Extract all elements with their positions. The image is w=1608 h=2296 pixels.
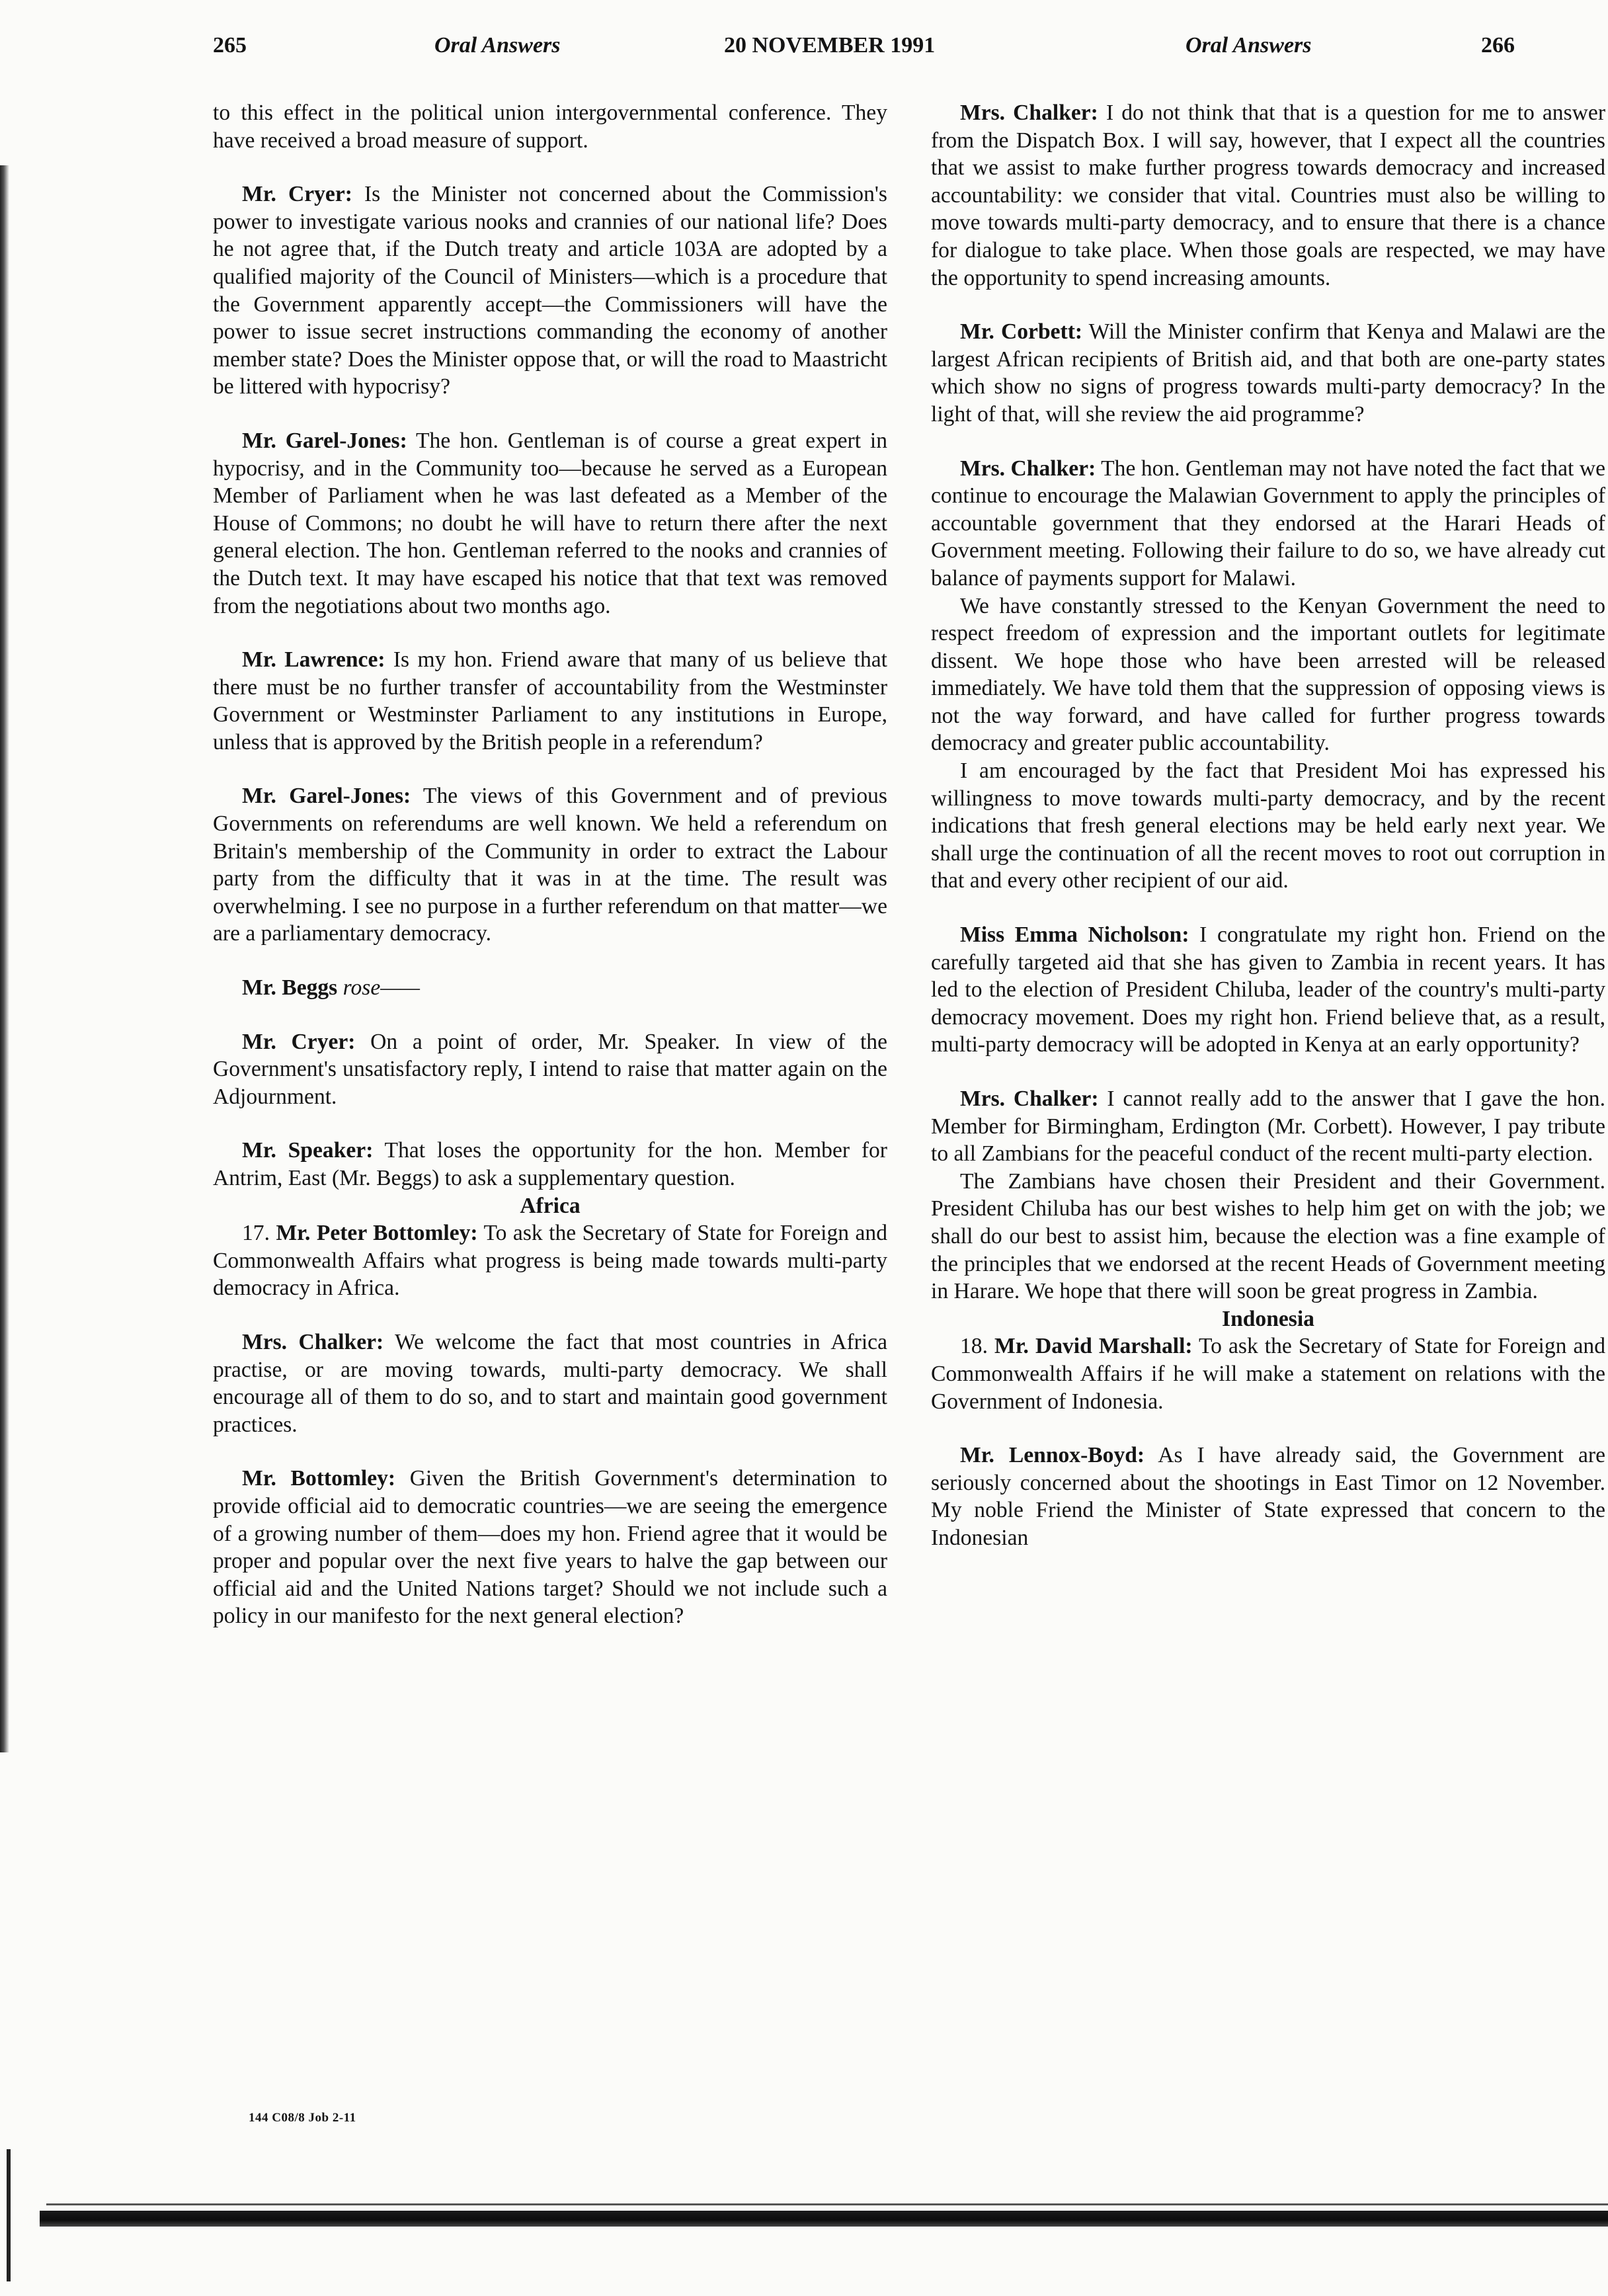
speaker-name: Mrs. Chalker: — [960, 101, 1098, 125]
paragraph: I am encouraged by the fact that President Moi has expressed his willingness to move towards multi-party democracy, and by the recent indications that fresh general elections may be held early next year. We shall urge the continuation of all the recent moves to root out corruption in that and every other recipient of our aid. — [931, 758, 1605, 893]
speech: Mr. Speaker: That loses the opportunity for the hon. Member for Antrim, East (Mr. Beggs) to ask a supplementary question. — [213, 1138, 887, 1190]
speech: Mr. Garel-Jones: The views of this Government and of previous Governments on referendums are well known. We held a referendum on Britain's membership of the Community in order to extract the Labour party from the difficulty that it was in at the time. The result was overwhelming. I see no purpose in a further referendum on that matter—we are a parliamentary democracy. — [213, 784, 887, 946]
speech: Miss Emma Nicholson: I congratulate my right hon. Friend on the carefully targeted aid that she has given to Zambia in recent years. It has led to the election of President Chiluba, leader of the country's multi-party democracy movement. Does my right hon. Friend believe that, as a result, multi-party democracy will be adopted in Kenya at an early opportunity? — [931, 922, 1606, 1057]
speaker-name: Mrs. Chalker: — [960, 456, 1096, 481]
speaker-name: Mr. Cryer: — [242, 182, 352, 207]
speaker-name: Mr. Lawrence: — [242, 647, 385, 673]
speaker-name: Mr. Cryer: — [242, 1029, 356, 1054]
speech: Mr. Cryer: Is the Minister not concerned about the Commission's power to investigate various nooks and crannies of our national life? Does he not agree that, if the Dutch treaty and article 103A are adopted by a qualified majority of the Council of Ministers—which is a procedure that the Government apparently accept—the Commissioners will have the power to issue secret instructions commanding the economy of another member state? Does the Minister oppose that, or will the road to Maastricht be littered with hypocrisy? — [213, 182, 887, 399]
speaker-name: Mr. Beggs — [242, 975, 338, 1001]
speaker-name: Mr. Speaker: — [242, 1138, 374, 1163]
speech: Mr. Cryer: On a point of order, Mr. Speaker. In view of the Government's unsatisfactory reply, I intend to raise that matter again on the Adjournment. — [213, 1029, 887, 1109]
speech: Mr. Lawrence: Is my hon. Friend aware that many of us believe that there must be no further transfer of accountability from the Westminster Government or Westminster Parliament to any institutions in Europe, unless that is approved by the British people in a referendum? — [213, 647, 887, 755]
question: 17. Mr. Peter Bottomley: To ask the Secretary of State for Foreign and Commonwealth Affairs what progress is being made towards multi-party democracy in Africa. — [213, 1221, 887, 1301]
left-scan-edge — [7, 2149, 11, 2281]
speech: Mr. Beggs rose—— — [242, 975, 420, 1001]
page-header — [0, 33, 1608, 73]
right-page-number: 266 — [1481, 33, 1515, 58]
bottom-scan-edge — [40, 2211, 1608, 2227]
section-heading-africa: Africa — [520, 1193, 581, 1218]
speech: Mrs. Chalker: I cannot really add to the answer that I gave the hon. Member for Birmingham, Erdington (Mr. Corbett). However, I pay tribute to all Zambians for the peaceful conduct of the recent multi-party election. — [931, 1086, 1605, 1167]
left-column — [213, 99, 887, 1630]
speaker-name: Miss Emma Nicholson: — [960, 922, 1189, 948]
section-heading-indonesia: Indonesia — [1222, 1306, 1314, 1331]
speech: Mrs. Chalker: We welcome the fact that most countries in Africa practise, or are moving towards, multi-party democracy. We shall encourage all of them to do so, and to start and maintain good government practices. — [213, 1329, 887, 1437]
page-date: 20 NOVEMBER 1991 — [724, 33, 936, 58]
paragraph: We have constantly stressed to the Kenyan Government the need to respect freedom of expression and the important outlets for legitimate dissent. We hope those who have been arrested will be released immediately. We have told them that the suppression of opposing views is not the way forward, and have called for further progress towards democracy and greater public accountability. — [931, 593, 1605, 756]
speaker-name: Mr. Peter Bottomley: — [276, 1221, 478, 1246]
paragraph: The Zambians have chosen their President and their Government. President Chiluba has our best wishes to help him get on with the job; we shall do our best to assist him, because the election was a fine example of the principles that we endorsed at the recent Heads of Government meeting in Harare. We hope that there will soon be great progress in Zambia. — [931, 1168, 1605, 1304]
binding-shadow — [0, 165, 9, 1752]
speaker-name: Mrs. Chalker: — [960, 1086, 1099, 1111]
speech: Mr. Garel-Jones: The hon. Gentleman is of course a great expert in hypocrisy, and in the Community too—because he served as a European Member of Parliament when he was last defeated as a Member of the House of Commons; no doubt he will have to return there after the next general election. The hon. Gentleman referred to the nooks and crannies of the Dutch text. It may have escaped his notice that that text was removed from the negotiations about two months ago. — [213, 428, 888, 618]
print-job-code: 144 C08/8 Job 2-11 — [249, 2111, 356, 2125]
question: 18. Mr. David Marshall: To ask the Secretary of State for Foreign and Commonwealth Affairs if he will make a statement on relations with the Government of Indonesia. — [931, 1334, 1605, 1414]
speech: Mrs. Chalker: I do not think that that is a question for me to answer from the Dispatch Box. I will say, however, that I expect all the countries that we assist to make further progress towards democracy and increased accountability: we consider that vital. Countries must also be willing to move towards multi-party democracy, and to ensure that there is a chance for dialogue to take place. When those goals are respected, we may have the opportunity to spend increasing amounts. — [931, 101, 1605, 290]
speaker-name: Mrs. Chalker: — [242, 1329, 384, 1354]
speaker-name: Mr. Corbett: — [960, 319, 1083, 345]
speaker-name: Mr. Garel-Jones: — [242, 784, 411, 809]
speech: Mr. Corbett: Will the Minister confirm that Kenya and Malawi are the largest African recipients of British aid, and that both are one-party states which show no signs of progress towards multi-party democracy? In the light of that, will she review the aid programme? — [931, 319, 1605, 427]
bottom-rule — [46, 2203, 1608, 2205]
paragraph: to this effect in the political union intergovernmental conference. They have received a broad measure of support. — [213, 101, 887, 153]
speaker-name: Mr. Bottomley: — [242, 1466, 396, 1491]
speech: Mr. Lennox-Boyd: As I have already said, the Government are seriously concerned about the shootings in East Timor on 12 November. My noble Friend the Minister of State expressed that concern to the Indonesian — [931, 1443, 1606, 1550]
right-section-title: Oral Answers — [1186, 33, 1312, 58]
left-section-title: Oral Answers — [434, 33, 561, 58]
speech: Mrs. Chalker: The hon. Gentleman may not have noted the fact that we continue to encourage the Malawian Government to apply the principles of accountable government that they endorsed at the Harari Heads of Government meeting. Following their failure to do so, we have already cut balance of payments support for Malawi. — [931, 456, 1605, 591]
speaker-name: Mr. Lennox-Boyd: — [960, 1443, 1145, 1468]
right-column — [931, 99, 1605, 1552]
speaker-name: Mr. David Marshall: — [994, 1334, 1193, 1359]
speech: Mr. Bottomley: Given the British Government's determination to provide official aid to democratic countries—we are seeing the emergence of a growing number of them—does my hon. Friend agree that it would be proper and popular over the next five years to halve the gap between our official aid and the United Nations target? Should we not include such a policy in our manifesto for the next general election? — [213, 1466, 887, 1629]
speaker-name: Mr. Garel-Jones: — [242, 428, 407, 453]
left-page-number: 265 — [213, 33, 247, 58]
